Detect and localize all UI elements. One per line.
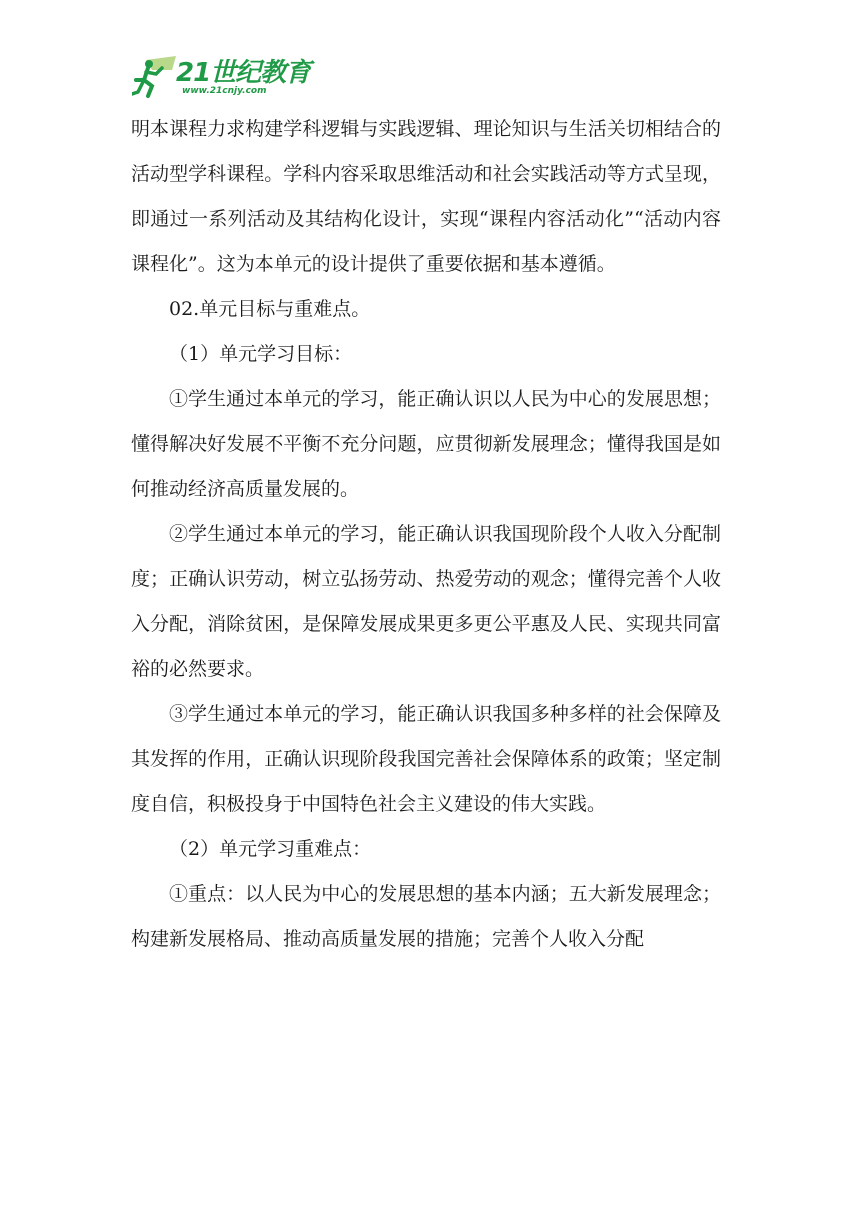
logo-wordmark: 21世纪教育 xyxy=(176,58,311,88)
section-heading-unit-goals: 02.单元目标与重难点。 xyxy=(169,298,371,320)
goal-item-1: ①学生通过本单元的学习，能正确认识以人民为中心的发展思想；懂得解决好发展不平衡不充分问题，应贯彻新发展理念；懂得我国是如何推动经济高质量发展的。 xyxy=(131,388,721,500)
runner-logo-icon xyxy=(132,56,180,100)
site-logo xyxy=(132,52,312,104)
logo-url: www.21cnjy.com xyxy=(182,86,267,96)
key-point-item-1: ①重点：以人民为中心的发展思想的基本内涵；五大新发展理念；构建新发展格局、推动高质量发展的措施；完善个人收入分配 xyxy=(131,883,721,950)
subheading-key-points: （2）单元学习重难点： xyxy=(169,838,372,860)
document-body xyxy=(131,107,721,962)
subheading-learning-goals: （1）单元学习目标： xyxy=(169,343,353,365)
goal-item-3: ③学生通过本单元的学习，能正确认识我国多种多样的社会保障及其发挥的作用，正确认识现阶段我国完善社会保障体系的政策；坚定制度自信，积极投身于中国特色社会主义建设的伟大实践。 xyxy=(131,703,721,815)
paragraph-course-design: 明本课程力求构建学科逻辑与实践逻辑、理论知识与生活关切相结合的活动型学科课程。学科内容采取思维活动和社会实践活动等方式呈现，即通过一系列活动及其结构化设计，实现“课程内容活动化”“活动内容课程化”。这为本单元的设计提供了重要依据和基本遵循。 xyxy=(131,118,721,275)
goal-item-2: ②学生通过本单元的学习，能正确认识我国现阶段个人收入分配制度；正确认识劳动，树立弘扬劳动、热爱劳动的观念；懂得完善个人收入分配，消除贫困，是保障发展成果更多更公平惠及人民、实现共同富裕的必然要求。 xyxy=(131,523,721,680)
